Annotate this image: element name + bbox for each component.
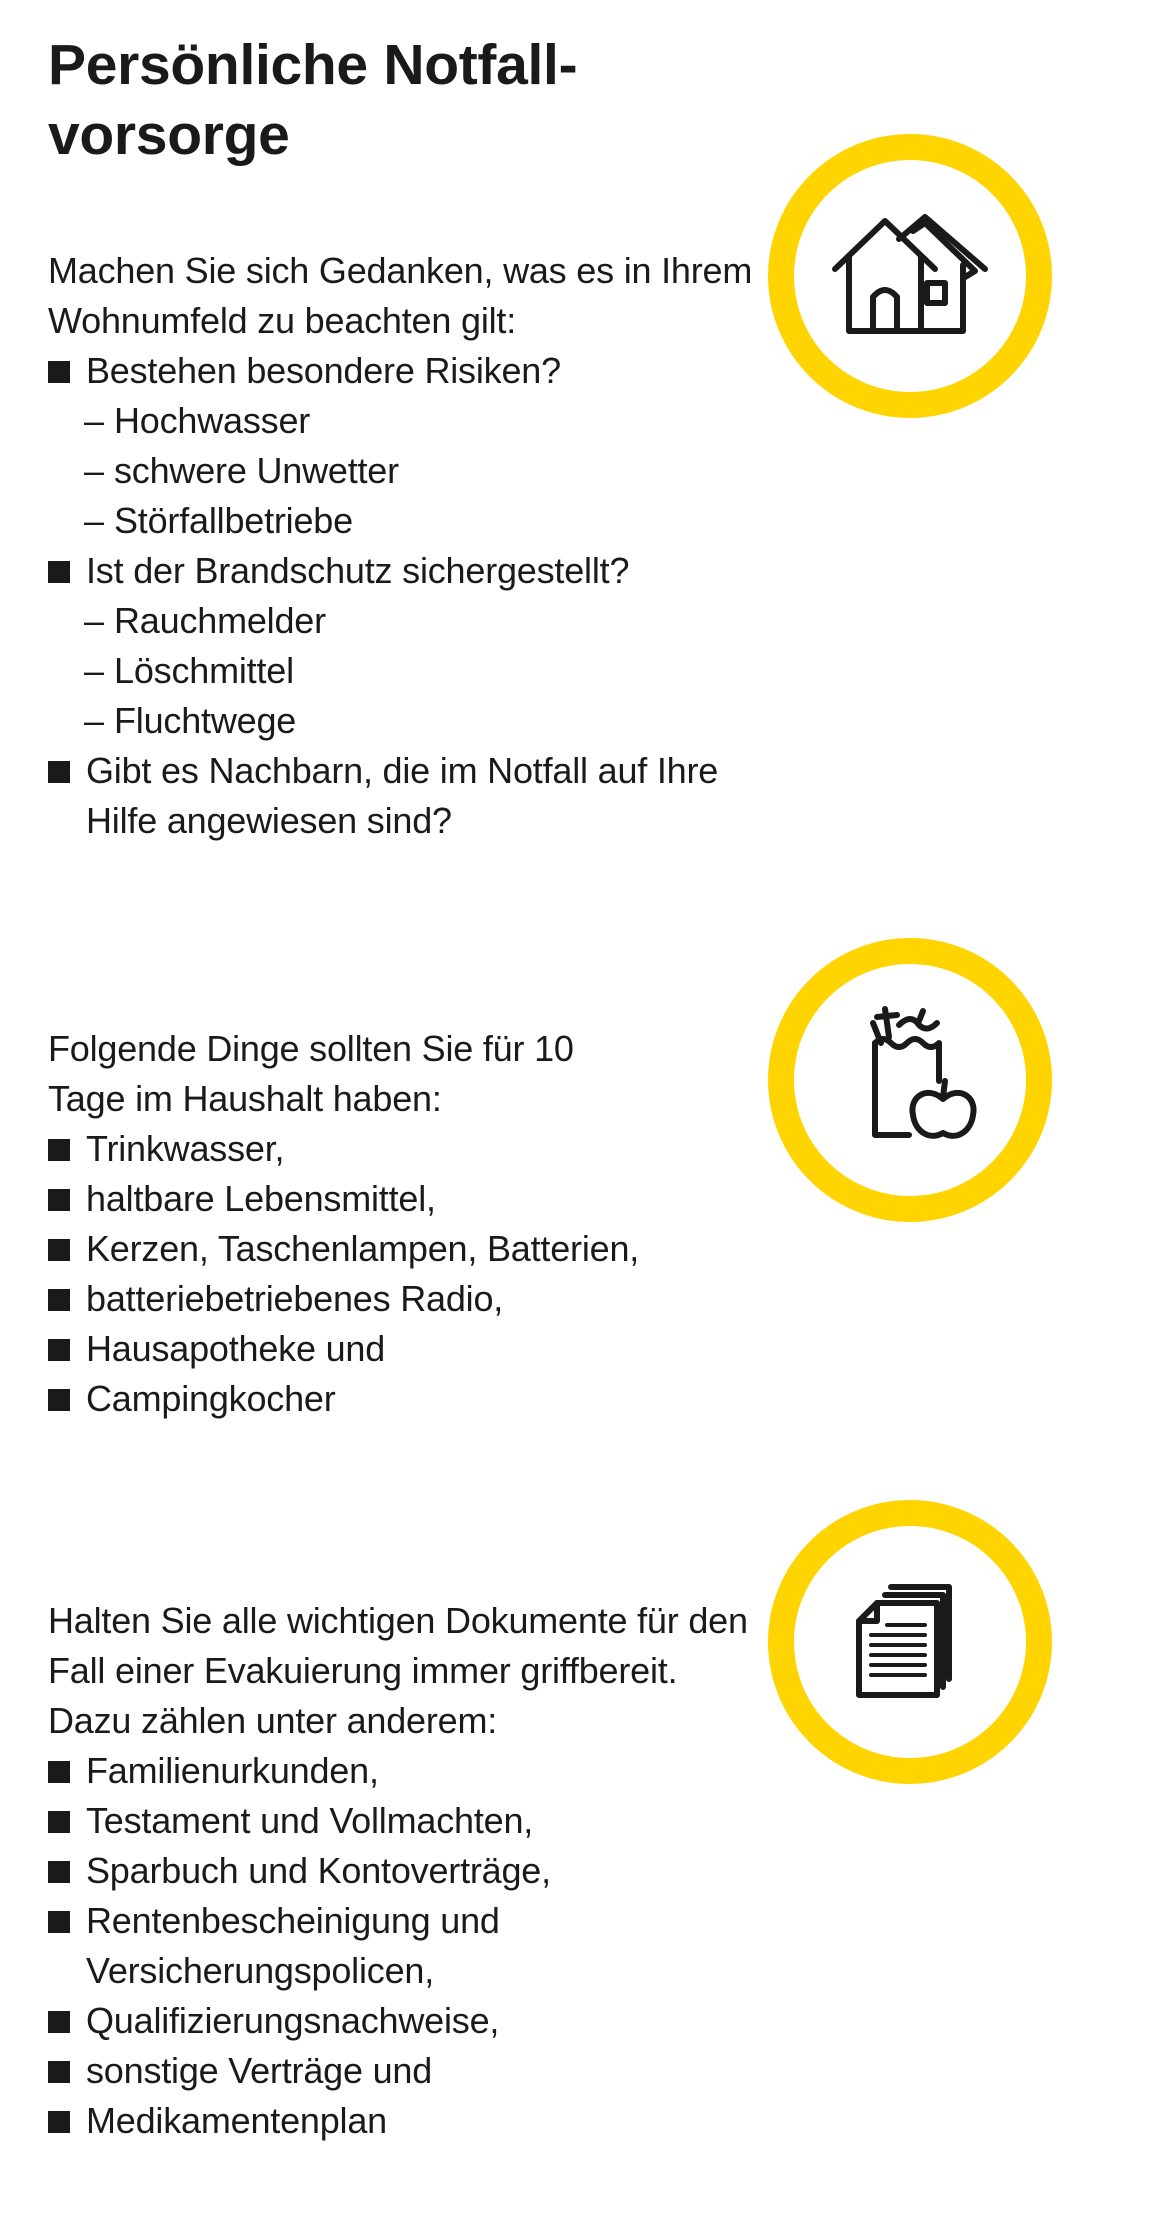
list-item: Bestehen besondere Risiken? [48, 346, 768, 396]
page-title: Persönliche Notfall- vorsorge [48, 33, 578, 167]
list-item: Medikamentenplan [48, 2096, 768, 2146]
sub-list-item: – schwere Unwetter [48, 446, 768, 496]
section-home-risks [48, 246, 768, 846]
documents-icon-circle [768, 1500, 1052, 1784]
list-item: Ist der Brandschutz sichergestellt? [48, 546, 768, 596]
grocery-icon-circle [768, 938, 1052, 1222]
list-item: Sparbuch und Kontoverträge, [48, 1846, 768, 1896]
checklist [48, 1124, 768, 1424]
house-icon [815, 181, 1005, 371]
sub-list-item: – Rauchmelder [48, 596, 768, 646]
sub-list-item: – Löschmittel [48, 646, 768, 696]
sub-list-item: – Störfallbetriebe [48, 496, 768, 546]
list-item: sonstige Verträge und [48, 2046, 768, 2096]
list-item: Kerzen, Taschenlampen, Batterien, [48, 1224, 768, 1274]
section-intro: Machen Sie sich Gedanken, was es in Ihrem Wohnumfeld zu beachten gilt: [48, 250, 753, 341]
grocery-bag-icon [815, 985, 1005, 1175]
section-documents [48, 1596, 768, 2146]
checklist [48, 1746, 768, 2146]
list-item: Campingkocher [48, 1374, 768, 1424]
sub-list-item: – Hochwasser [48, 396, 768, 446]
list-item: Familienurkunden, [48, 1746, 768, 1796]
checklist [48, 346, 768, 846]
section-intro: Folgende Dinge sollten Sie für 10 Tage im Haushalt haben: [48, 1028, 574, 1119]
section-intro-secondary: Dazu zählen unter anderem: [48, 1700, 498, 1741]
section-supplies [48, 1024, 768, 1424]
list-item: Rentenbescheinigung und Versicherungspolicen, [48, 1896, 606, 1996]
list-item: haltbare Lebensmittel, [48, 1174, 768, 1224]
list-item: batteriebetriebenes Radio, [48, 1274, 768, 1324]
list-item: Qualifizierungsnachweise, [48, 1996, 768, 2046]
section-intro: Halten Sie alle wichtigen Dokumente für den Fall einer Evakuierung immer griffbereit. [48, 1600, 748, 1691]
list-item: Testament und Vollmachten, [48, 1796, 768, 1846]
list-item: Gibt es Nachbarn, die im Notfall auf Ihre Hilfe angewiesen sind? [48, 746, 766, 846]
list-item: Hausapotheke und [48, 1324, 768, 1374]
house-icon-circle [768, 134, 1052, 418]
list-item: Trinkwasser, [48, 1124, 768, 1174]
sub-list-item: – Fluchtwege [48, 696, 768, 746]
documents-icon [815, 1547, 1005, 1737]
